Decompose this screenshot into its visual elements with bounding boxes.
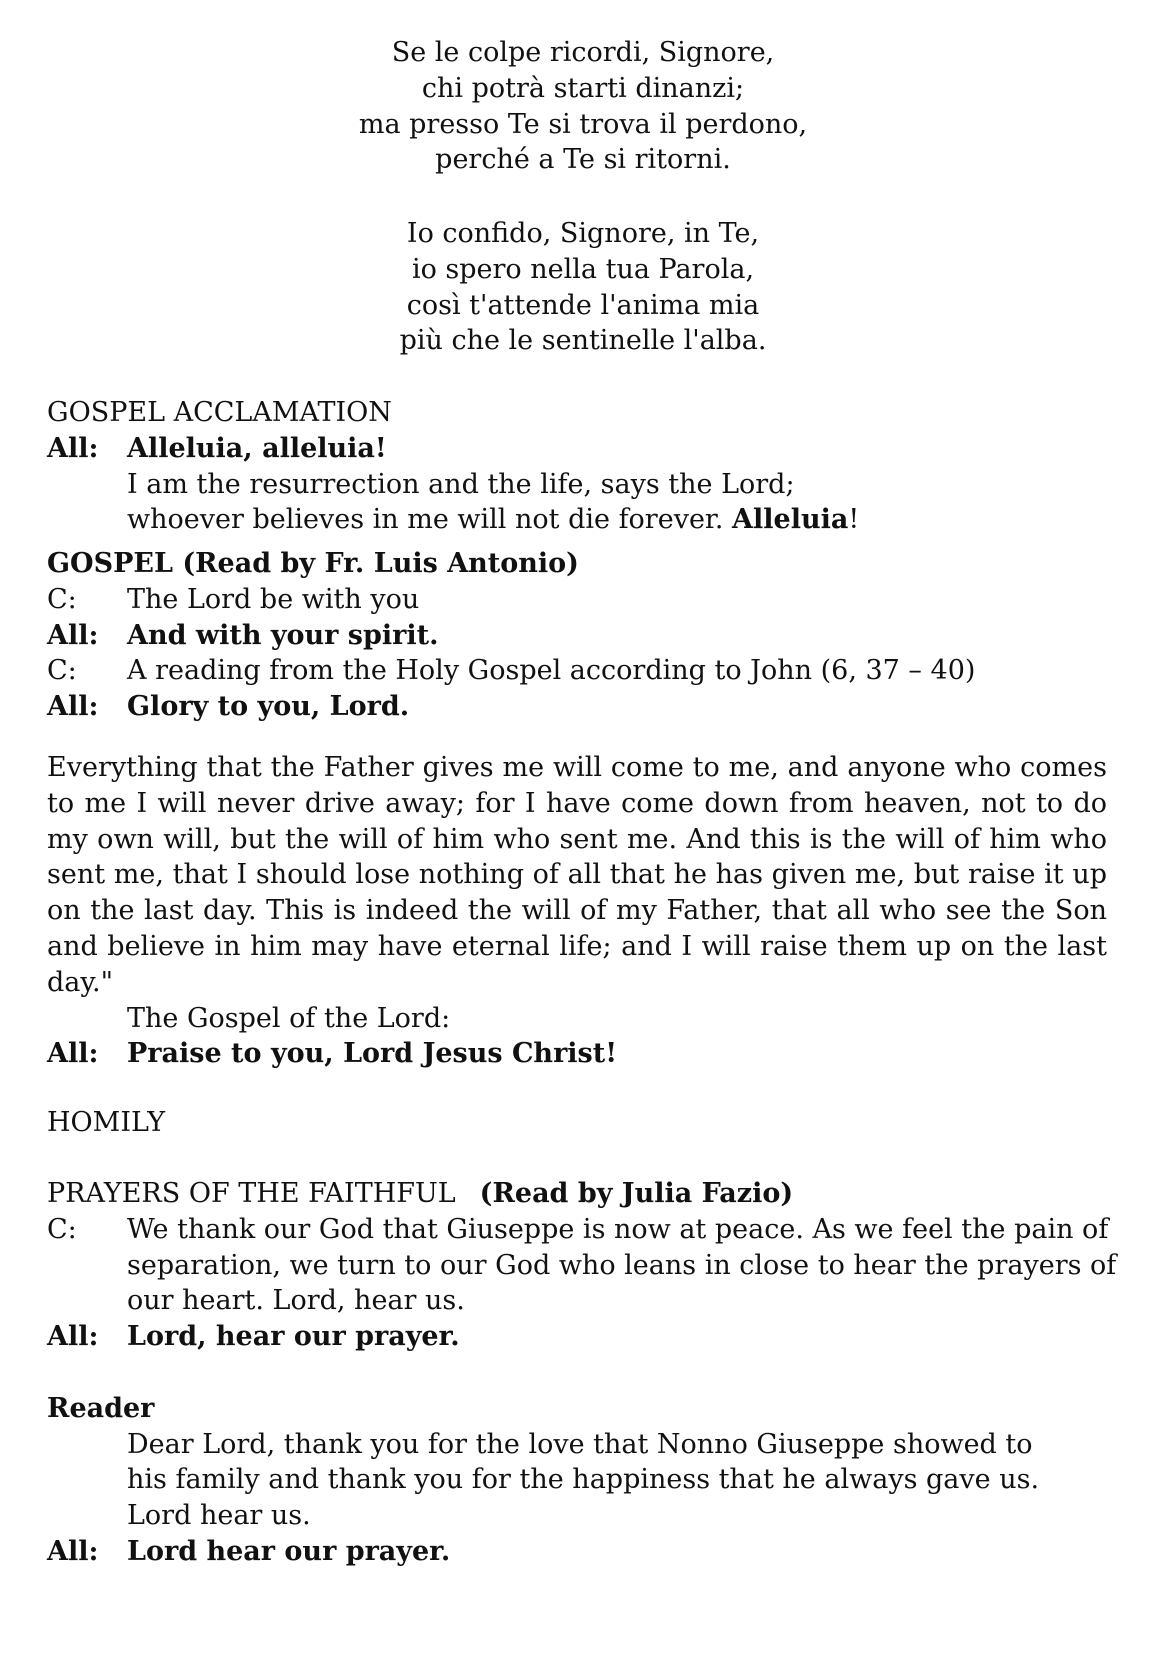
- response-row: [47, 618, 1127, 654]
- dialogue-text: A reading from the Holy Gospel according to John (6, 37 – 40): [127, 655, 976, 687]
- section-heading: GOSPEL ACCLAMATION: [47, 397, 392, 428]
- poem-line: io spero nella tua Parola,: [411, 253, 755, 285]
- section-heading: HOMILY: [47, 1107, 166, 1138]
- response-text: And with your spirit.: [127, 619, 439, 651]
- gospel-section: [47, 546, 1127, 725]
- speaker-label: All:: [47, 619, 99, 651]
- poem-line: perché a Te si ritorni.: [435, 144, 731, 176]
- prayers-section: [47, 1176, 1127, 1570]
- gospel-passage-section: [47, 750, 1107, 1072]
- poem-line: chi potrà starti dinanzi;: [421, 72, 745, 104]
- response-text: Glory to you, Lord.: [127, 691, 410, 723]
- reader-text: Dear Lord, thank you for the love that Nonno Giuseppe showed to his family and thank you for the happiness that he always gave us. Lord hear us.: [127, 1428, 1040, 1532]
- speaker-label: All:: [47, 1321, 99, 1353]
- poem-line: Io confido, Signore, in Te,: [406, 218, 760, 249]
- speaker-label: All:: [47, 691, 99, 723]
- dialogue-text: We thank our God that Giuseppe is now at peace. As we feel the pain of separation, we turn to our God who leans in close to hear the prayers of our heart. Lord, hear us.: [127, 1213, 1117, 1317]
- speaker-label: All:: [47, 1535, 99, 1567]
- poem-line: Se le colpe ricordi, Signore,: [391, 37, 775, 68]
- acclamation-line: whoever believes in me will not die forever. Alleluia!: [127, 504, 860, 536]
- response-row: [47, 431, 1127, 467]
- speaker-label: All:: [47, 432, 99, 464]
- response-text: Praise to you, Lord Jesus Christ!: [127, 1038, 618, 1070]
- gospel-passage: Everything that the Father gives me will come to me, and anyone who comes to me I will never drive away; for I have come down from heaven, not to do my own will, but the will of him who sent me. And this is the will of him who sent me, that I should lose nothing of all that he has given me, but raise it up on the last day. This is indeed the will of my Father, that all who see the Son and believe in him may have eternal life; and I will raise them up on the last day.": [47, 752, 1107, 998]
- response-text: Lord, hear our prayer.: [127, 1321, 460, 1353]
- dialogue-row: [47, 582, 1127, 618]
- response-text: Alleluia, alleluia!: [127, 432, 387, 464]
- poem-stanza-1: [0, 35, 1166, 178]
- response-row: [47, 1319, 1127, 1355]
- acclamation-line: I am the resurrection and the life, says the Lord;: [127, 468, 795, 500]
- poem-stanza-2: [0, 216, 1166, 359]
- response-row: [47, 1534, 1127, 1570]
- speaker-label: C:: [47, 583, 77, 615]
- poem-line: più che le sentinelle l'alba.: [399, 325, 767, 357]
- speaker-label: C:: [47, 655, 77, 687]
- response-text: Lord hear our prayer.: [127, 1535, 451, 1567]
- gospel-closing: The Gospel of the Lord:: [127, 1002, 451, 1034]
- response-row: [47, 689, 1127, 725]
- speaker-label: C:: [47, 1213, 77, 1245]
- reader-label: Reader: [47, 1392, 155, 1424]
- section-heading: GOSPEL (Read by Fr. Luis Antonio): [47, 548, 579, 579]
- dialogue-text: The Lord be with you: [127, 583, 420, 615]
- speaker-label: All:: [47, 1038, 99, 1070]
- poem-line: ma presso Te si trova il perdono,: [358, 108, 808, 140]
- poem-line: così t'attende l'anima mia: [406, 289, 760, 321]
- section-heading: PRAYERS OF THE FAITHFUL (Read by Julia Fazio): [47, 1178, 794, 1209]
- homily-section: [47, 1105, 1127, 1141]
- dialogue-row: [47, 653, 1127, 689]
- response-row: [47, 1036, 1107, 1072]
- dialogue-row: [47, 1212, 1127, 1319]
- gospel-acclamation-section: [47, 395, 1127, 538]
